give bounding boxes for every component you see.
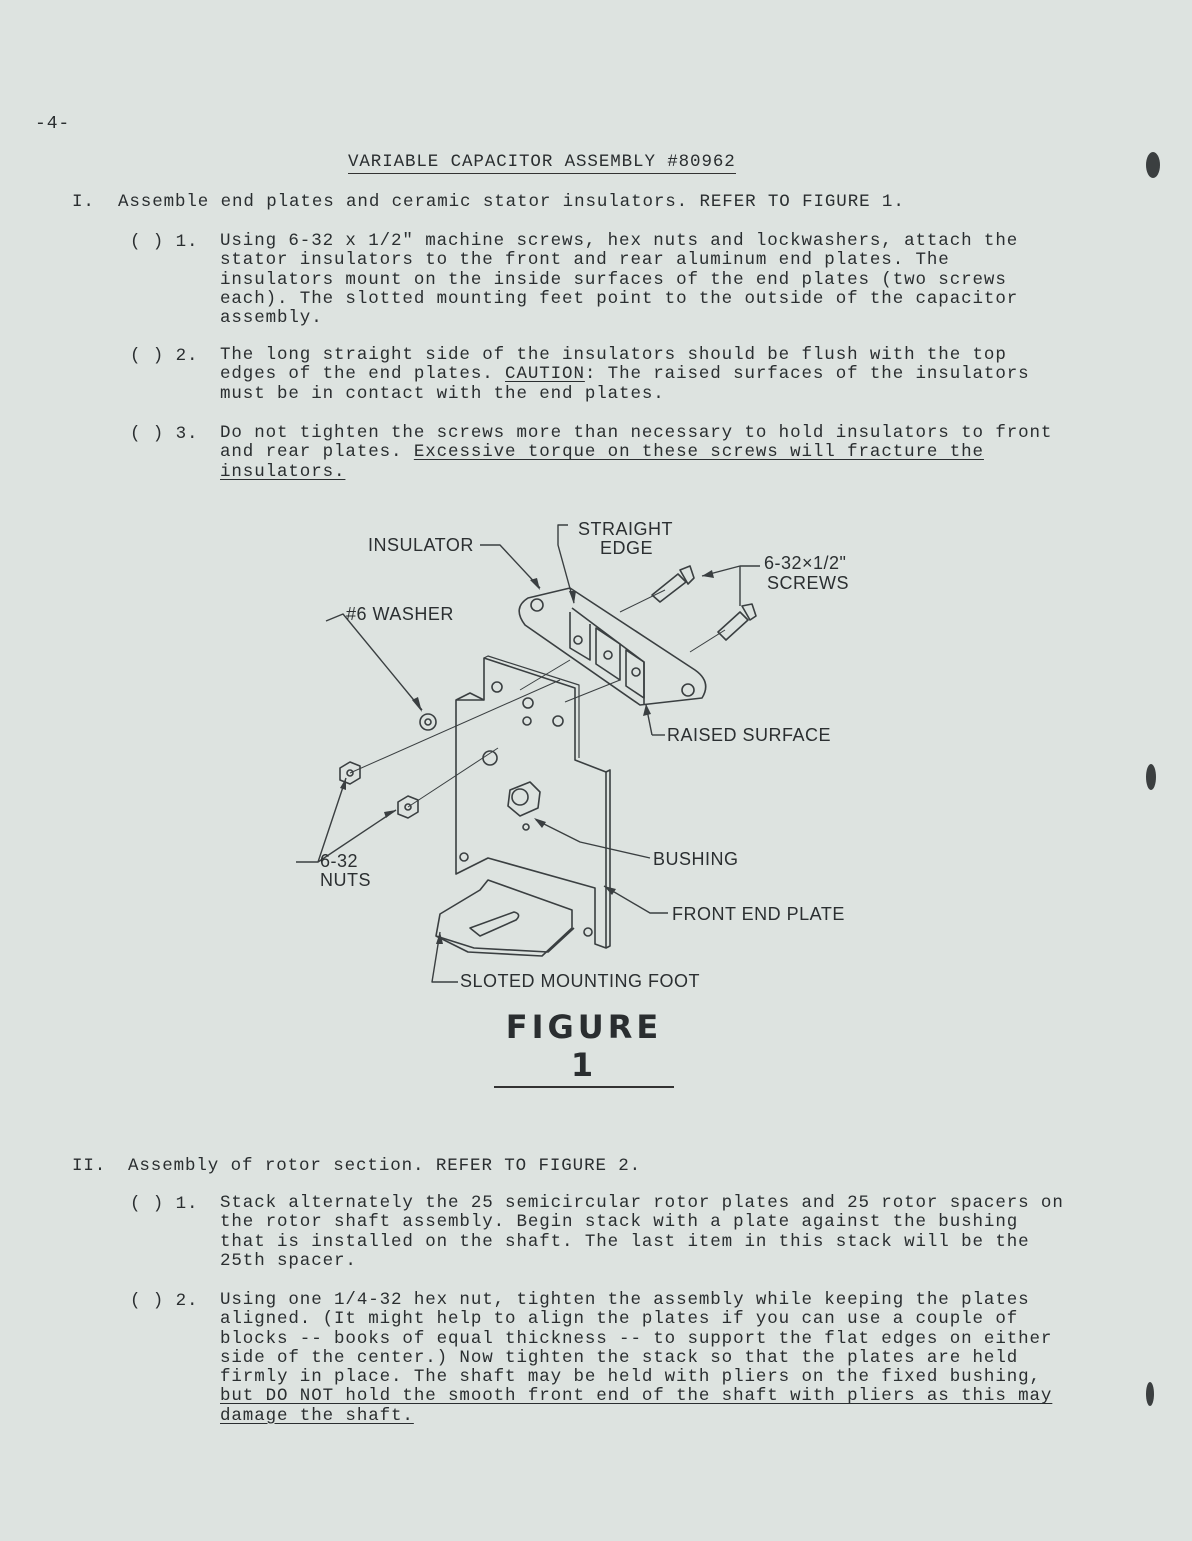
label-nuts-size: 6-32: [320, 851, 359, 871]
insulator-shape: [519, 588, 706, 705]
washer-shape: [420, 714, 436, 730]
checkbox-2-1[interactable]: ( ) 1.: [130, 1194, 199, 1214]
label-nuts: NUTS: [320, 870, 371, 890]
label-raised-surface: RAISED SURFACE: [667, 725, 832, 745]
screw-shape: [718, 612, 748, 640]
pliers-warning: but DO NOT hold the smooth front end of the shaft with pliers as this may damage the shaft.: [220, 1386, 1053, 1426]
page-title: VARIABLE CAPACITOR ASSEMBLY #80962: [348, 152, 736, 172]
caution-label: CAUTION: [505, 364, 585, 385]
page-number: -4-: [35, 114, 71, 134]
label-straight-edge-1: STRAIGHT: [578, 519, 674, 539]
label-washer: #6 WASHER: [346, 604, 454, 624]
front-end-plate-shape: [456, 658, 606, 948]
figure-caption: FIGURE 1: [494, 1008, 674, 1088]
item-text: Do not tighten the screws more than necessary to hold insulators to front and rear plates. Excessive torque on these screws will fracture the insulators.: [220, 423, 1053, 482]
section-2-numeral: II.: [72, 1156, 107, 1176]
checkbox-1-3[interactable]: ( ) 3.: [130, 424, 199, 444]
label-bushing: BUSHING: [653, 849, 739, 869]
label-mounting-foot: SLOTED MOUNTING FOOT: [460, 971, 701, 991]
checkbox-1-2[interactable]: ( ) 2.: [130, 346, 199, 366]
item-text: Using 6-32 x 1/2" machine screws, hex nuts and lockwashers, attach the stator insulators to the front and rear aluminum end plates. The insulators mount on the inside surfaces of the end plates (two screws each). The slotted mounting feet point to the outside of the capacitor assembly.: [220, 231, 1019, 329]
section-1-numeral: I.: [72, 192, 95, 212]
binder-hole-mark: [1146, 764, 1156, 790]
label-front-end-plate: FRONT END PLATE: [672, 904, 845, 924]
item-text: Using one 1/4-32 hex nut, tighten the assembly while keeping the plates aligned. (It might help to align the plates if you can use a couple of blocks -- books of equal thickness -- to support the flat edges on either side of the center.) Now tighten the stack so that the plates are held firmly in place. The shaft may be held with pliers on the fixed bushing, but DO NOT hold the smooth front end of the shaft with pliers as this may damage the shaft.: [220, 1290, 1053, 1426]
section-1-title: Assemble end plates and ceramic stator insulators. REFER TO FIGURE 1.: [118, 192, 905, 212]
item-text: Stack alternately the 25 semicircular rotor plates and 25 rotor spacers on the rotor shaft assembly. Begin stack with a plate against the bushing that is installed on the shaft. The last item in this stack will be the 25th spacer.: [220, 1193, 1064, 1271]
checkbox-2-2[interactable]: ( ) 2.: [130, 1291, 199, 1311]
checkbox-1-1[interactable]: ( ) 1.: [130, 232, 199, 252]
binder-hole-mark: [1146, 152, 1160, 178]
label-straight-edge-2: EDGE: [600, 538, 654, 558]
screw-shape: [652, 574, 686, 602]
binder-hole-mark: [1146, 1382, 1154, 1406]
label-screws: SCREWS: [767, 573, 850, 593]
item-text: The long straight side of the insulators should be flush with the top edges of the end plates. CAUTION: The raised surfaces of the insulators must be in contact with the end plates.: [220, 345, 1030, 404]
torque-warning: Excessive torque on these screws will fracture the insulators.: [220, 442, 984, 482]
label-screws-size: 6-32×1/2": [764, 553, 847, 573]
mounting-foot-shape: [436, 880, 572, 956]
label-insulator: INSULATOR: [368, 535, 474, 555]
section-2-title: Assembly of rotor section. REFER TO FIGURE 2.: [128, 1156, 642, 1176]
